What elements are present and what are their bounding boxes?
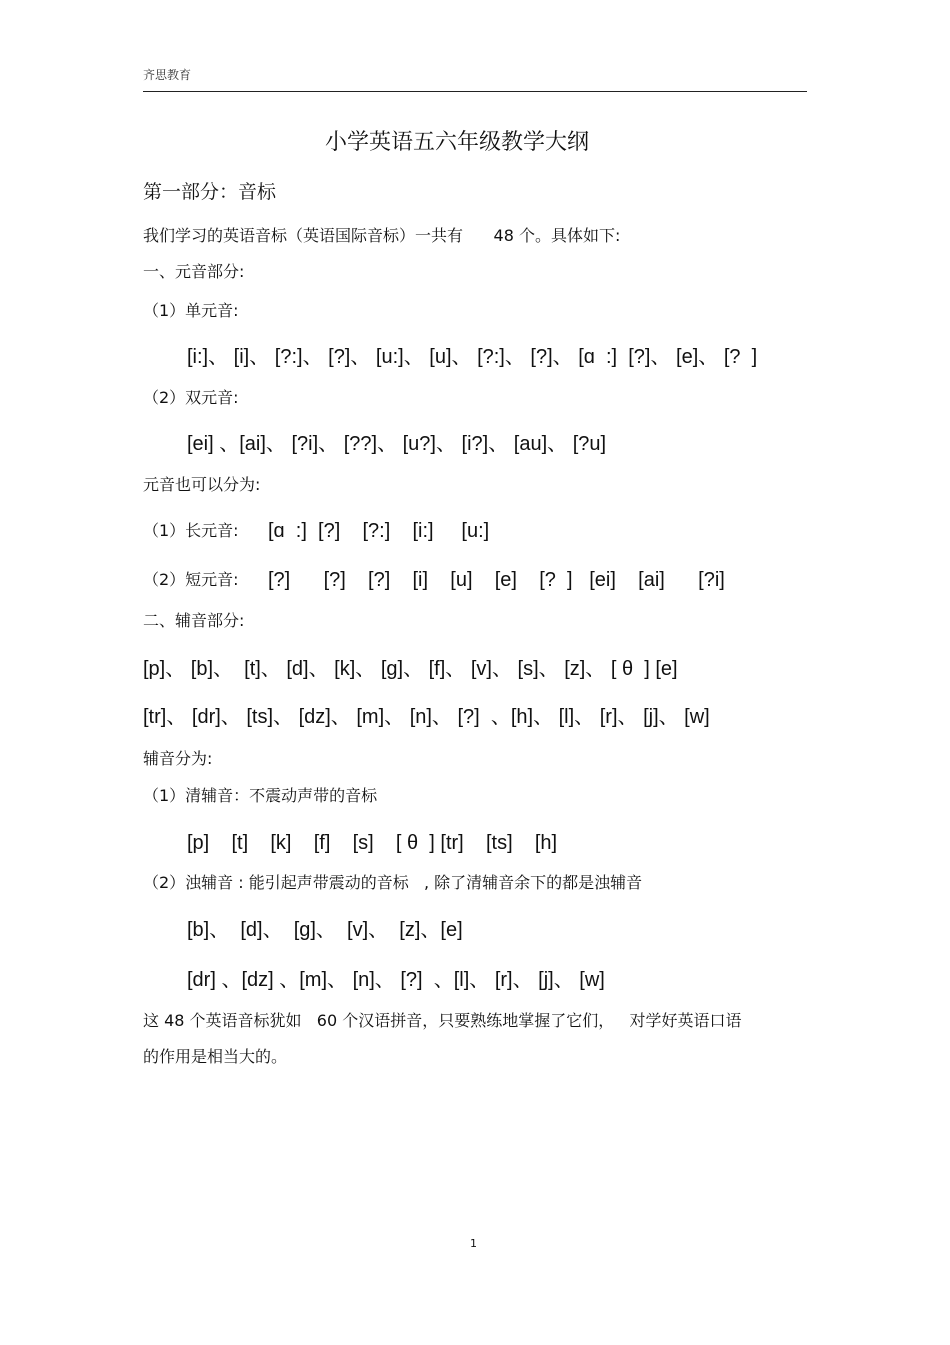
long-vowels-label: （1）长元音: xyxy=(143,521,239,540)
summary-line1: 这 48 个英语音标犹如 60 个汉语拼音，只要熟练地掌握了它们， 对学好英语口语 xyxy=(143,1011,742,1030)
page-number: 1 xyxy=(470,1237,477,1250)
header-org: 齐思教育 xyxy=(143,68,192,82)
intro-text: 我们学习的英语音标（英语国际音标）一共有 48 个。具体如下: xyxy=(143,226,621,245)
voiced-line2: [dr] 、[dz] 、[m]、 [n]、 [?] 、[l]、 [r]、 [j]、 [w] xyxy=(187,969,605,991)
section-heading: 第一部分：音标 xyxy=(143,181,277,203)
consonants-line1: [p]、 [b]、 [t]、 [d]、 [k]、 [g]、 [f]、 [v]、 [s]、 [z]、 [ θ ] [e] xyxy=(143,658,678,680)
vowel-split-heading: 元音也可以分为: xyxy=(143,475,261,494)
voiced-line1: [b]、 [d]、 [g]、 [v]、 [z]、[e] xyxy=(187,919,463,941)
voiced-label: （2）浊辅音 : 能引起声带震动的音标 , 除了清辅音余下的都是浊辅音 xyxy=(143,873,643,892)
short-vowels-list: [?] [?] [?] [i] [u] [e] [? ] [ei] [ai] [?i] xyxy=(268,569,725,591)
consonant-split-heading: 辅音分为: xyxy=(143,749,213,768)
monophthongs-label: （1）单元音: xyxy=(143,301,239,320)
short-vowels-label: （2）短元音: xyxy=(143,570,239,589)
monophthongs-list: [i:]、 [i]、 [?:]、 [?]、 [u:]、 [u]、 [?:]、 [?]、 [ɑ :] [?]、 [e]、 [? ] xyxy=(187,346,758,368)
diphthongs-list: [ei] 、[ai]、 [?i]、 [??]、 [u?]、 [i?]、 [au]、 [?u] xyxy=(187,433,607,455)
diphthongs-label: （2）双元音: xyxy=(143,388,239,407)
page-title: 小学英语五六年级教学大纲 xyxy=(324,130,589,155)
vowels-heading: 一、元音部分: xyxy=(143,262,245,281)
consonants-heading: 二、辅音部分: xyxy=(143,611,245,630)
long-vowels-list: [ɑ :] [?] [?:] [i:] [u:] xyxy=(268,520,490,542)
summary-line2: 的作用是相当大的。 xyxy=(143,1047,288,1066)
voiceless-list: [p] [t] [k] [f] [s] [ θ ] [tr] [ts] [h] xyxy=(187,832,558,854)
consonants-line2: [tr]、 [dr]、 [ts]、 [dz]、 [m]、 [n]、 [?] 、[h]、 [l]、 [r]、 [j]、 [w] xyxy=(143,706,710,728)
header-rule xyxy=(143,91,807,92)
voiceless-label: （1）清辅音：不震动声带的音标 xyxy=(143,786,378,805)
